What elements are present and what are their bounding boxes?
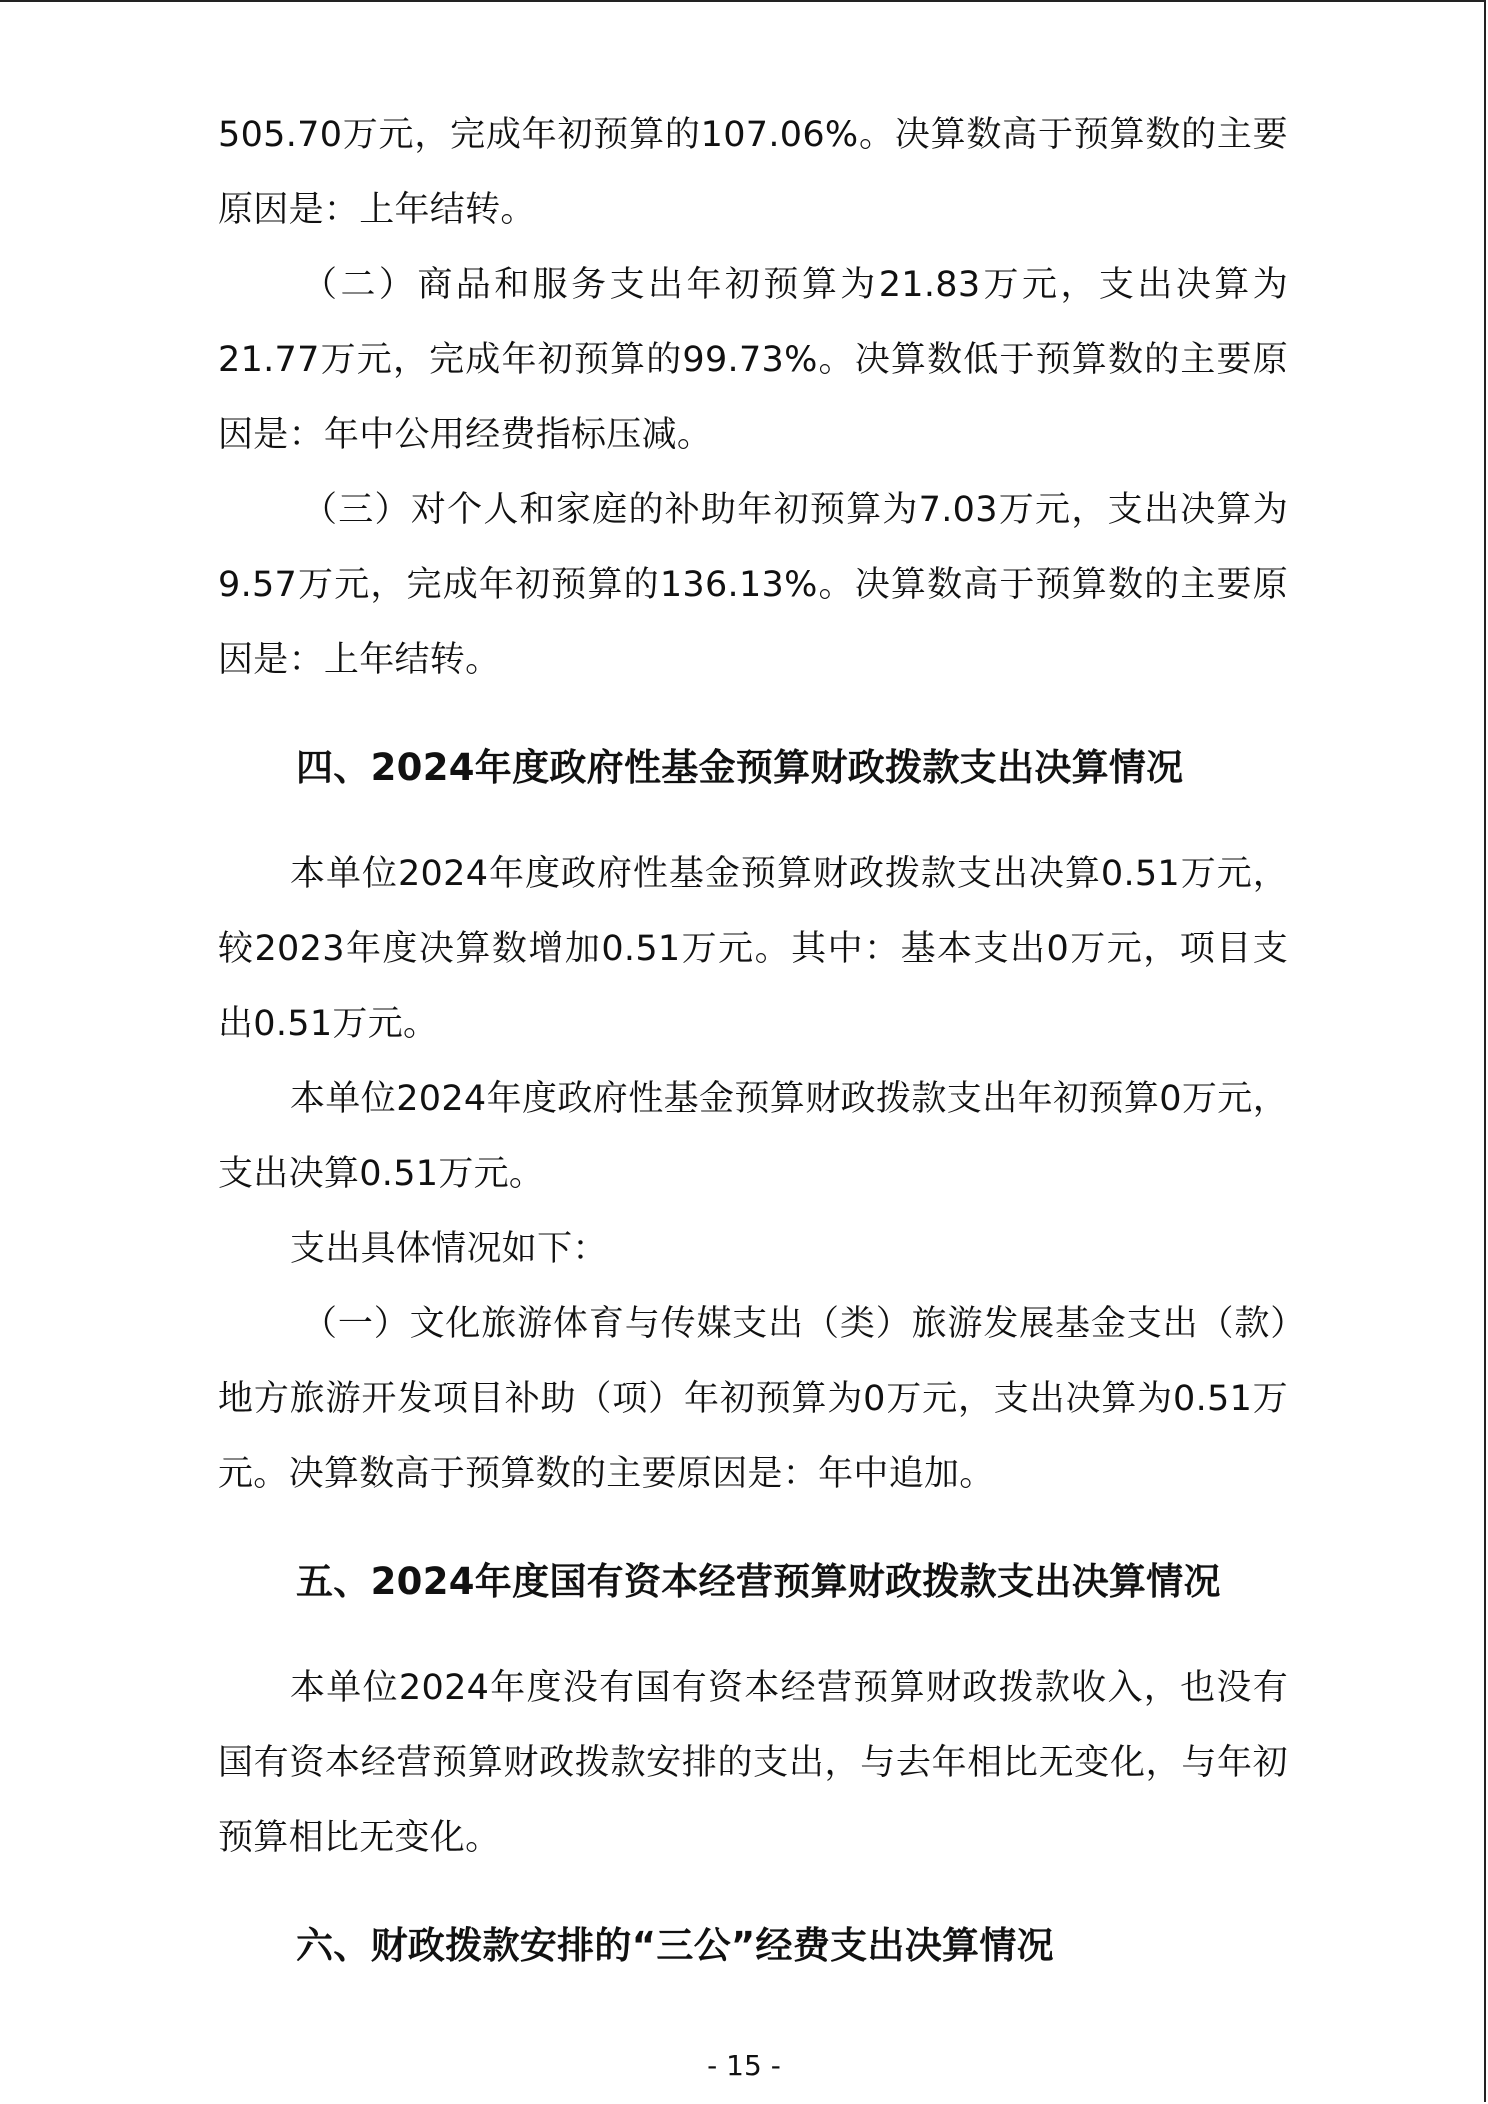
section5-paragraph-1: 本单位2024年度没有国有资本经营预算财政拨款收入，也没有国有资本经营预算财政拨款安排的支出，与去年相比无变化，与年初预算相比无变化。 — [218, 1668, 1288, 1858]
section-heading-5: 五、2024年度国有资本经营预算财政拨款支出决算情况 — [296, 1560, 1221, 1603]
document-body — [218, 98, 1288, 1983]
paragraph-continued: 505.70万元，完成年初预算的107.06%。决算数高于预算数的主要原因是：上年结转。 — [218, 115, 1288, 230]
paragraph-personal-subsidy: （三）对个人和家庭的补助年初预算为7.03万元，支出决算为9.57万元，完成年初预算的136.13%。决算数高于预算数的主要原因是：上年结转。 — [218, 490, 1288, 680]
section4-paragraph-1: 本单位2024年度政府性基金预算财政拨款支出决算0.51万元，较2023年度决算数增加0.51万元。其中：基本支出0万元，项目支出0.51万元。 — [218, 854, 1288, 1044]
paragraph-goods-services: （二）商品和服务支出年初预算为21.83万元，支出决算为21.77万元，完成年初预算的99.73%。决算数低于预算数的主要原因是：年中公用经费指标压减。 — [218, 265, 1288, 455]
section-heading-6: 六、财政拨款安排的“三公”经费支出决算情况 — [296, 1924, 1054, 1967]
section4-paragraph-3: 支出具体情况如下： — [290, 1229, 608, 1269]
section-heading-4: 四、2024年度政府性基金预算财政拨款支出决算情况 — [296, 746, 1184, 789]
section4-paragraph-4: （一）文化旅游体育与传媒支出（类）旅游发展基金支出（款）地方旅游开发项目补助（项）年初预算为0万元，支出决算为0.51万元。决算数高于预算数的主要原因是：年中追加。 — [218, 1304, 1288, 1494]
section4-paragraph-2: 本单位2024年度政府性基金预算财政拨款支出年初预算0万元，支出决算0.51万元。 — [218, 1079, 1288, 1194]
page-number: - 15 - — [707, 2049, 781, 2082]
